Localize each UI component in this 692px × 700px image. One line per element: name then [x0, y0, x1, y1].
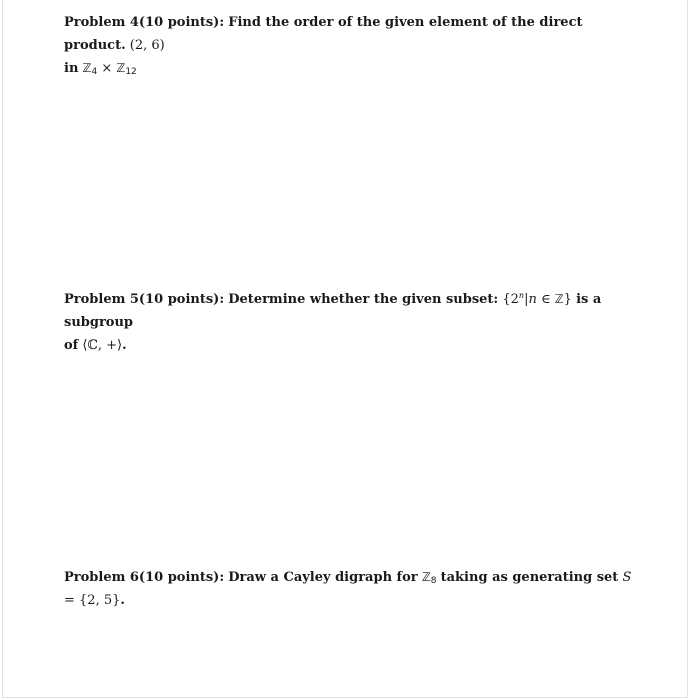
problem-5-label: Problem 5(10 points): [64, 292, 225, 307]
problem-4-element: (2, 6) [129, 38, 165, 53]
problem-4-text: Find the order of the given element of the direct product. [64, 15, 583, 53]
problem-4 [64, 11, 644, 80]
problem-5-of: of [64, 338, 79, 353]
problem-5-text: Determine whether the given subset: [228, 292, 499, 307]
problem-6-group: ℤ$_8$ [421, 570, 437, 586]
problem-6-text: Draw a Cayley digraph for [228, 570, 418, 585]
problem-6-generating-set: S = {2, 5} [64, 570, 632, 608]
problem-6 [64, 566, 644, 612]
problem-4-times: × [101, 61, 113, 76]
problem-5-structure: ⟨ℂ, +⟩ [82, 338, 123, 353]
problem-4-label: Problem 4(10 points): [64, 15, 225, 30]
problem-5 [64, 288, 644, 357]
problem-5-period: . [122, 338, 127, 353]
problem-6-mid: taking as generating set [440, 570, 619, 585]
problem-4-group-b: ℤ$_{12}$ [116, 61, 137, 77]
problem-6-label: Problem 6(10 points): [64, 570, 225, 585]
problem-4-in: in [64, 61, 79, 76]
problem-4-group-a: ℤ$_4$ [82, 61, 98, 77]
problem-5-subset: {2$^n$|n ∈ ℤ} [502, 291, 572, 307]
problem-6-period: . [120, 593, 125, 608]
problem-5-mid: is a subgroup [64, 292, 602, 330]
